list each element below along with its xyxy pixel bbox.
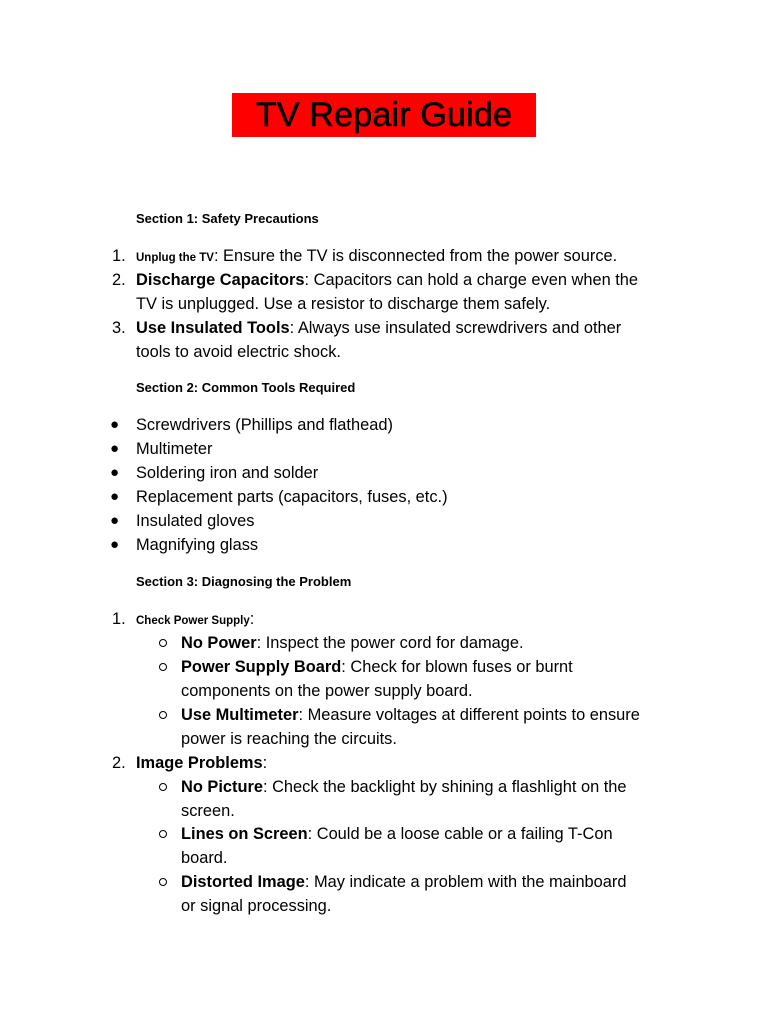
list-item (110, 437, 696, 461)
item-text: : Could be a loose cable or a failing T-Con (307, 825, 613, 843)
item-text-continued: TV is unplugged. Use a resistor to discharge them safely. (136, 295, 551, 313)
list-number: 3. (112, 319, 126, 337)
item-term: Use Multimeter (181, 706, 299, 724)
item-text: : (262, 754, 268, 772)
bullet-icon: ● (110, 440, 120, 457)
item-text: : (249, 610, 255, 628)
list-item (112, 316, 696, 364)
bullet-icon: ● (110, 464, 120, 481)
item-term: Lines on Screen (181, 825, 308, 843)
circle-bullet-icon (159, 830, 167, 838)
item-text: Multimeter (136, 440, 213, 458)
item-text: : Check for blown fuses or burnt (341, 658, 573, 676)
bullet-icon: ● (110, 512, 120, 529)
list-item (112, 751, 696, 775)
list-item (110, 485, 696, 509)
item-text-continued: power is reaching the circuits. (181, 730, 397, 748)
item-text-continued: board. (181, 849, 228, 867)
item-text: : Capacitors can hold a charge even when the (304, 271, 639, 289)
section-3-heading: Section 3: Diagnosing the Problem (136, 574, 352, 589)
sub-list-item (181, 655, 681, 703)
item-text-continued: components on the power supply board. (181, 682, 473, 700)
item-text: Insulated gloves (136, 512, 255, 530)
item-text: : Check the backlight by shining a flashlight on the (262, 778, 627, 796)
item-term: Power Supply Board (181, 658, 342, 676)
item-term: No Power (181, 634, 257, 652)
item-term: Use Insulated Tools (136, 319, 290, 337)
item-text: : Inspect the power cord for damage. (256, 634, 524, 652)
list-item (110, 533, 696, 557)
list-item (112, 244, 696, 270)
sub-list-item (181, 631, 681, 655)
bullet-icon: ● (110, 488, 120, 505)
item-text: : May indicate a problem with the mainboard (304, 873, 627, 891)
list-number: 1. (112, 610, 126, 628)
item-term: Unplug the TV (136, 252, 214, 264)
list-number: 2. (112, 754, 126, 772)
circle-bullet-icon (159, 663, 167, 671)
circle-bullet-icon (159, 711, 167, 719)
bullet-icon: ● (110, 416, 120, 433)
item-term: Distorted Image (181, 873, 305, 891)
sub-list-item (181, 703, 681, 751)
list-item (112, 268, 696, 316)
circle-bullet-icon (159, 639, 167, 647)
list-item (110, 509, 696, 533)
item-text-continued: screen. (181, 802, 235, 820)
item-term: Check Power Supply (136, 615, 250, 627)
item-text: Magnifying glass (136, 536, 259, 554)
list-number: 2. (112, 271, 126, 289)
section-1-heading: Section 1: Safety Precautions (136, 211, 319, 226)
item-text: Soldering iron and solder (136, 464, 319, 482)
section-2-heading: Section 2: Common Tools Required (136, 380, 356, 395)
list-number: 1. (112, 247, 126, 265)
item-term: Image Problems (136, 754, 263, 772)
item-term: Discharge Capacitors (136, 271, 305, 289)
item-text: : Always use insulated screwdrivers and other (289, 319, 622, 337)
item-text-continued: or signal processing. (181, 897, 332, 915)
bullet-icon: ● (110, 536, 120, 553)
item-text: Replacement parts (capacitors, fuses, etc.) (136, 488, 448, 506)
page-title: TV Repair Guide (255, 95, 513, 134)
sub-list-item (181, 870, 681, 918)
item-text-continued: tools to avoid electric shock. (136, 343, 341, 361)
sub-list-item (181, 822, 681, 870)
item-text: : Measure voltages at different points to ensure (298, 706, 640, 724)
sub-list-item (181, 775, 681, 823)
list-item (112, 607, 696, 633)
item-text: : Ensure the TV is disconnected from the power source. (213, 247, 618, 265)
circle-bullet-icon (159, 878, 167, 886)
item-text: Screwdrivers (Phillips and flathead) (136, 416, 393, 434)
list-item (110, 413, 696, 437)
item-term: No Picture (181, 778, 263, 796)
circle-bullet-icon (159, 783, 167, 791)
title-banner (232, 93, 536, 137)
list-item (110, 461, 696, 485)
